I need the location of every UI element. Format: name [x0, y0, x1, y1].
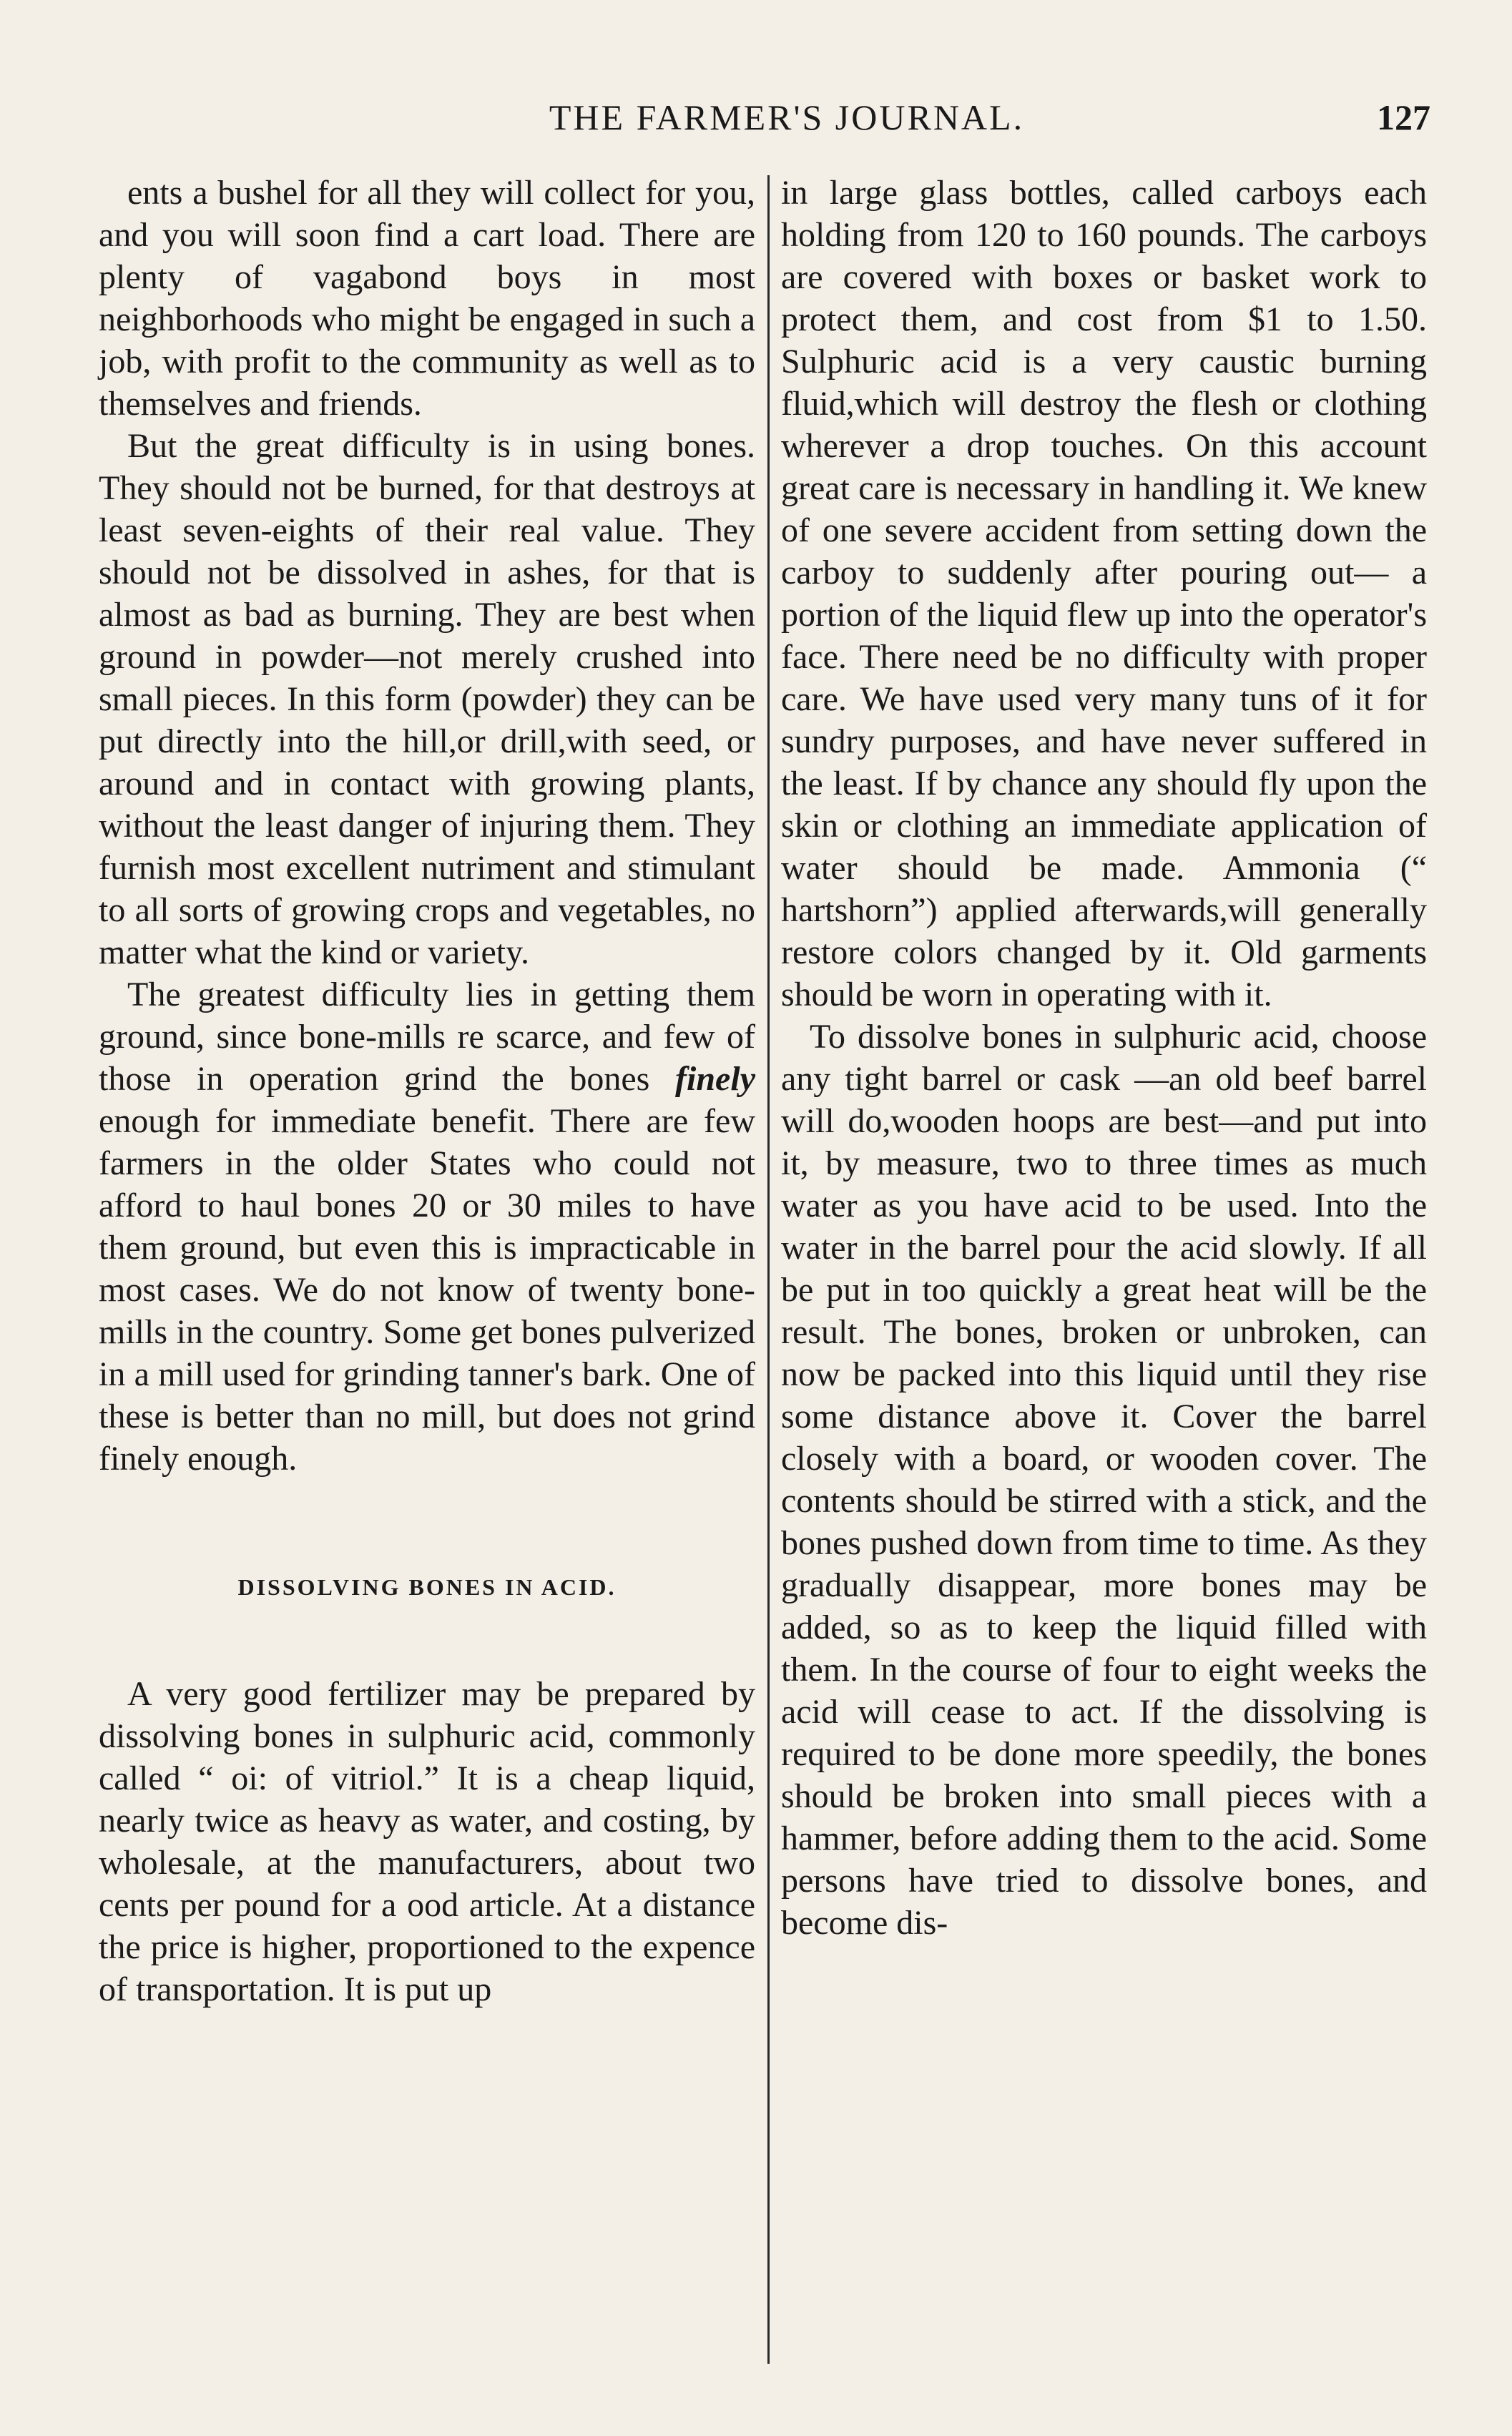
right-paragraph-2: To dissolve bones in sulphuric acid, choose any tight barrel or cask —an old beef barrel will do,wooden hoops are best—and put into it, by measure, two to three times as much water as you have acid to be used. Into the water in the barrel pour the acid slowly. If all be put in too quickly a great heat will be the result. The bones, broken or unbroken, can now be packed into this liquid until they rise some distance above it. Cover the barrel closely with a board, or wooden cover. The contents should be stirred with a stick, and the bones pushed down from time to time. As they gradually disappear, more bones may be added, so as to keep the liquid filled with them. In the course of four to eight weeks the acid will cease to act. If the dissolving is required to be done more speedily, the bones should be broken into small pieces with a hammer, before adding them to the acid. Some persons have tried to dissolve bones, and become dis- — [781, 1018, 1427, 1942]
left-paragraph-3 — [99, 973, 755, 1480]
right-paragraph-1: in large glass bottles, called carboys each holding from 120 to 160 pounds. The carboys are covered with boxes or basket work to protect them, and cost from $1 to 1.50. Sulphuric acid is a very caustic burning fluid,which will destroy the flesh or clothing wherever a drop touches. On this account great care is necessary in handling it. We knew of one severe accident from setting down the carboy to suddenly after pouring out— a portion of the liquid flew up into the operator's face. There need be no difficulty with proper care. We have used very many tuns of it for sundry purposes, and have never suffered in the least. If by chance any should fly upon the skin or clothing an immediate application of water should be made. Ammonia (“ hartshorn”) applied afterwards,will generally restore colors changed by it. Old garments should be worn in operating with it. — [781, 174, 1427, 1013]
emphasized-word: finely — [675, 1060, 755, 1098]
left-paragraph-2: But the great difficulty is in using bones. They should not be burned, for that destroys at least seven-eights of their real value. They should not be dissolved in ashes, for that is almost as bad as burning. They are best when ground in powder—not merely crushed into small pieces. In this form (powder) they can be put directly into the hill,or drill,with seed, or around and in contact with growing plants, without the least danger of injuring them. They furnish most excellent nutriment and stimulant to all sorts of growing crops and vegetables, no matter what the kind or variety. — [99, 427, 755, 971]
right-column — [781, 172, 1427, 1944]
left-paragraph-3-end: enough for immediate benefit. There are few farmers in the older States who could not afford to haul bones 20 or 30 miles to have them ground, but even this is impracticable in most cases. We do not know of twenty bone-mills in the country. Some get bones pulverized in a mill used for grinding tanner's bark. One of these is better than no mill, but does not grind finely enough. — [99, 1102, 755, 1478]
left-paragraph-3-start: The greatest difficulty lies in getting them ground, since bone-mills re scarce, and few of those in operation grind the bones — [99, 976, 755, 1098]
left-paragraph-1: ents a bushel for all they will collect for you, and you will soon find a cart load. There are plenty of vagabond boys in most neighborhoods who might be engaged in such a job, with profit to the community as well as to themselves and friends. — [99, 174, 755, 423]
left-column — [99, 172, 755, 2010]
running-head: THE FARMER'S JOURNAL. — [549, 97, 1025, 137]
left-paragraph-4: A very good fertilizer may be prepared by dissolving bones in sulphuric acid, commonly called “ oi: of vitriol.” It is a cheap liquid, nearly twice as heavy as water, and costing, by wholesale, at the manufacturers, about two cents per pound for a ood article. At a distance the price is higher, proportioned to the expence of transportation. It is put up — [99, 1675, 755, 2008]
section-heading: DISSOLVING BONES IN ACID. — [237, 1574, 617, 1600]
column-divider — [767, 175, 770, 2364]
page-number: 127 — [1377, 97, 1430, 137]
